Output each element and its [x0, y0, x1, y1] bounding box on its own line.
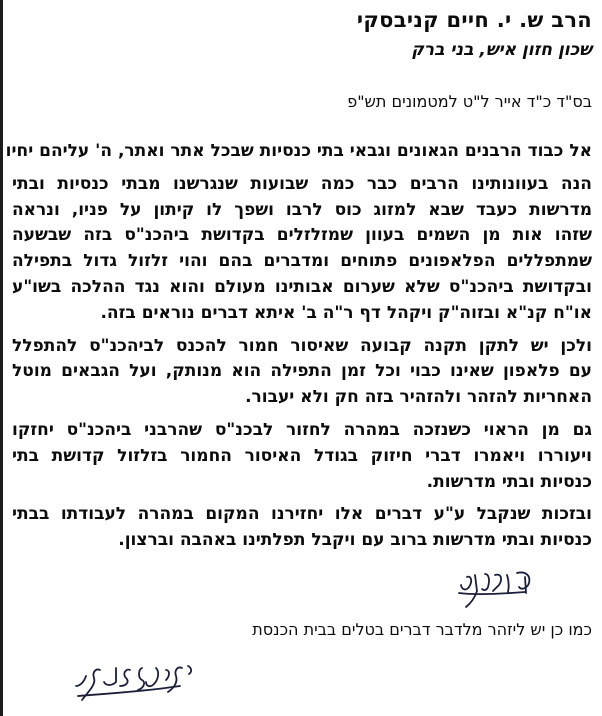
- letter-body: [5, 139, 592, 554]
- letter-line: כנסיות ובתי מדרשות ברוב עם ויקבל תפלתינו באהבה וברצון.: [118, 530, 592, 551]
- letter-line: האחריות להזהר ולהזהיר בזה חק ולא יעבור.: [245, 387, 592, 408]
- letter-date: בס"ד כ"ד אייר ל"ט למטמונים תש"פ: [347, 92, 592, 111]
- letter-line: שזהו אות מן השמים בעוון שמזלזלים בקדושת ביהכנ"ס בזה שבשעה: [12, 225, 592, 246]
- signature-kanievsky: [455, 563, 535, 613]
- letter-line: ויעוררו ויאמרו דברי חיזוק בגודל האיסור החמור בזלזול קדושת בתי: [12, 445, 592, 466]
- letter-line: ובקדושת ביהכנ"ס שלא שערום אבותינו מעולם והוא נגד ההלכה בשו"ע: [12, 276, 592, 297]
- letter-line: ולכן יש לתקן תקנה קבועה שאיסור חמור להכנס לביהכנ"ס להתפלל: [12, 335, 592, 356]
- letter-paragraph: [12, 172, 592, 327]
- letter-line: מדרשות כעבד שבא למזוג כוס לרבו ושפך לו קיתון על פניו, ונראה: [12, 199, 592, 220]
- letter-line: ובזכות שנקבל ע"ע דברים אלו יחזירנו המקום במהרה לעבודתו בבתי: [12, 504, 592, 525]
- letter-line: שמתפללים הפלאפונים פתוחים ומדברים בהם והוי זלזול גדול בתפילה: [12, 251, 592, 272]
- letter-line: הנה בעוונותינו הרבים כבר כמה שבועות שנגרשנו מבתי כנסיות ובתי: [12, 173, 592, 194]
- letter-line: או"ח קנ"א ובזוה"ק ויקהל דף ר"ה ב' איתא דברים נוראים בזה.: [100, 302, 592, 323]
- rabbi-name-heading: הרב ש. י. חיים קניבסקי: [356, 8, 592, 32]
- letter-line: עם פלאפון שאינו כבוי וכל זמן התפילה הוא מנותק, ועל הגבאים מוטל: [12, 361, 592, 382]
- letter-line: כנסיות ובתי מדרשות.: [426, 471, 592, 492]
- letter-paragraph: [12, 334, 592, 411]
- postscript-note: כמו כן יש ליזהר מלדבר דברים בטלים בבית הכנסת: [252, 620, 592, 639]
- letter-paragraph: [5, 139, 592, 165]
- left-border: [0, 0, 3, 716]
- letter-paragraph: [12, 418, 592, 495]
- signature-zilberstein: [70, 656, 200, 712]
- rabbi-address: שכון חזון איש, בני ברק: [411, 40, 592, 60]
- letter-line: גם מן הראוי כשנזכה במהרה לחזור לבכנ"ס שהרבני ביהכנ"ס יחזקו: [12, 419, 592, 440]
- letter-paragraph: [12, 502, 592, 554]
- letter-line: אל כבוד הרבנים הגאונים וגבאי בתי כנסיות שבכל אתר ואתר, ה' עליהם יחיו: [5, 141, 592, 161]
